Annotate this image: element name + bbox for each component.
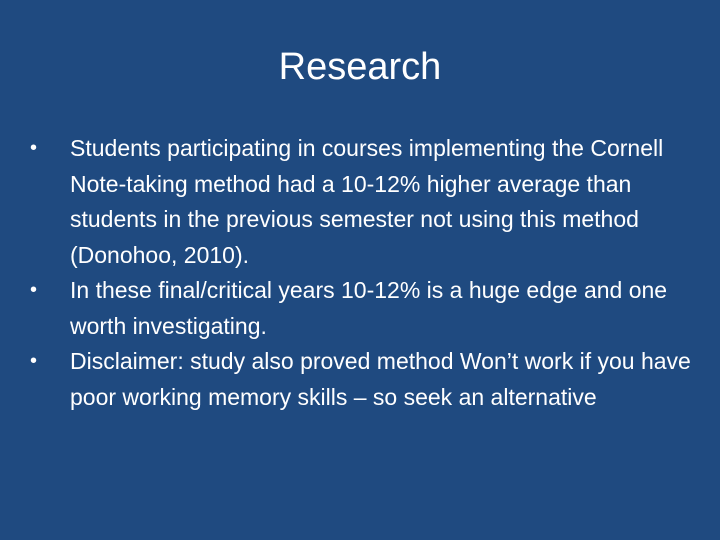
bullet-icon: • [30,279,38,301]
list-item [30,273,695,344]
bullet-text: In these final/critical years 10-12% is a huge edge and one worth investigating. [70,277,668,339]
bullet-text: Disclaimer: study also proved method Won’t work if you have poor working memory skills – so seek an alternative [70,348,691,410]
list-item [30,344,695,415]
bullet-list [30,131,695,415]
list-item [30,131,695,273]
slide-title: Research [278,46,442,88]
bullet-text: Students participating in courses implementing the Cornell Note-taking method had a 10-12% higher average than students in the previous semester not using this method (Donohoo, 2010). [70,135,664,268]
bullet-icon: • [30,137,38,159]
bullet-icon: • [30,350,38,372]
